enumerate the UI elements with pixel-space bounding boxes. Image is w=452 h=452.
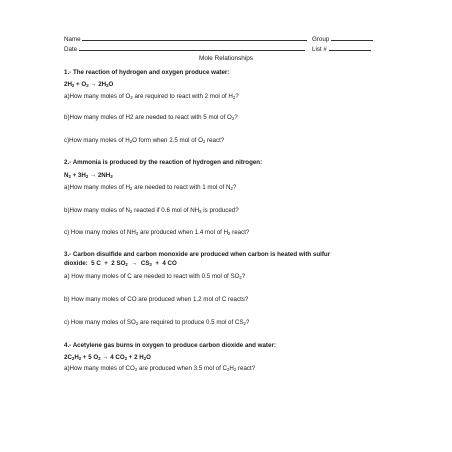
list-line	[312, 45, 371, 54]
q1-equation: $2H_2 + O_2 \to 2H_2O$	[64, 81, 114, 88]
q2-equation: $N_2 + 3H_2 \to 2NH_3$	[64, 172, 113, 179]
q3-heading-equation: dioxide: 5 C + 2 $SO_2 \to CS_2 + 4$ CO	[64, 260, 177, 267]
name-field[interactable]	[82, 35, 307, 41]
list-field[interactable]	[329, 45, 371, 51]
q1-heading: 1.- The reaction of hydrogen and oxygen produce water:	[64, 69, 230, 76]
q1-part-c: c)How many moles of $H_2O$ form when 2.5 mol of $O_2$ react?	[64, 137, 225, 144]
q4-equation: $2C_2H_2 + 5$ $O_2 \to 4$ $CO_2 + 2$ $H_2O$	[64, 354, 151, 361]
q2-part-b: b)How many moles of $N_2$ reacted if 0.6 mol of $NH_3$ is produced?	[64, 207, 239, 214]
q2-part-c: c) How many moles of $NH_3$ are produced when 1.4 mol of $H_2$ react?	[64, 229, 250, 236]
group-label: Group	[312, 36, 330, 43]
date-field[interactable]	[79, 45, 305, 51]
q4-part-a: a)How many moles of $CO_2$ are produced when 3.5 mol of $C_2H_2$ react?	[64, 365, 256, 372]
name-line	[64, 35, 307, 44]
q3-part-c: c) How many moles of $SO_2$ are required to produce 0.5 mol of $CS_2$?	[64, 319, 250, 326]
page-title: Mole Relationships	[199, 55, 253, 62]
q2-heading: 2.- Ammonia is produced by the reaction of hydrogen and nitrogen:	[64, 159, 263, 166]
date-label: Date	[64, 46, 78, 53]
group-line	[312, 35, 373, 44]
q2-part-a: a)How many moles of $H_2$ are needed to react with 1 mol of $N_2$?	[64, 184, 237, 191]
q3-part-a: a) How many moles of C are needed to react with 0.5 mol of $SO_2$?	[64, 273, 246, 280]
q3-part-b: b) How many moles of CO are produced when 1.2 mol of C reacts?	[64, 296, 249, 303]
name-label: Name	[64, 36, 81, 43]
q1-part-b: b)How many moles of H2 are needed to react with 5 mol of $O_2$?	[64, 114, 238, 121]
q4-heading: 4.- Acetylene gas burns in oxygen to produce carbon dioxide and water:	[64, 342, 276, 349]
q3-heading: 3.- Carbon disulfide and carbon monoxide are produced when carbon is heated with sulfur	[64, 251, 331, 258]
list-label: List #	[312, 46, 327, 53]
date-line	[64, 45, 305, 54]
q1-part-a: a)How many moles of $O_2$ are required to react with 2 mol of $H_2$?	[64, 93, 239, 100]
group-field[interactable]	[331, 35, 373, 41]
